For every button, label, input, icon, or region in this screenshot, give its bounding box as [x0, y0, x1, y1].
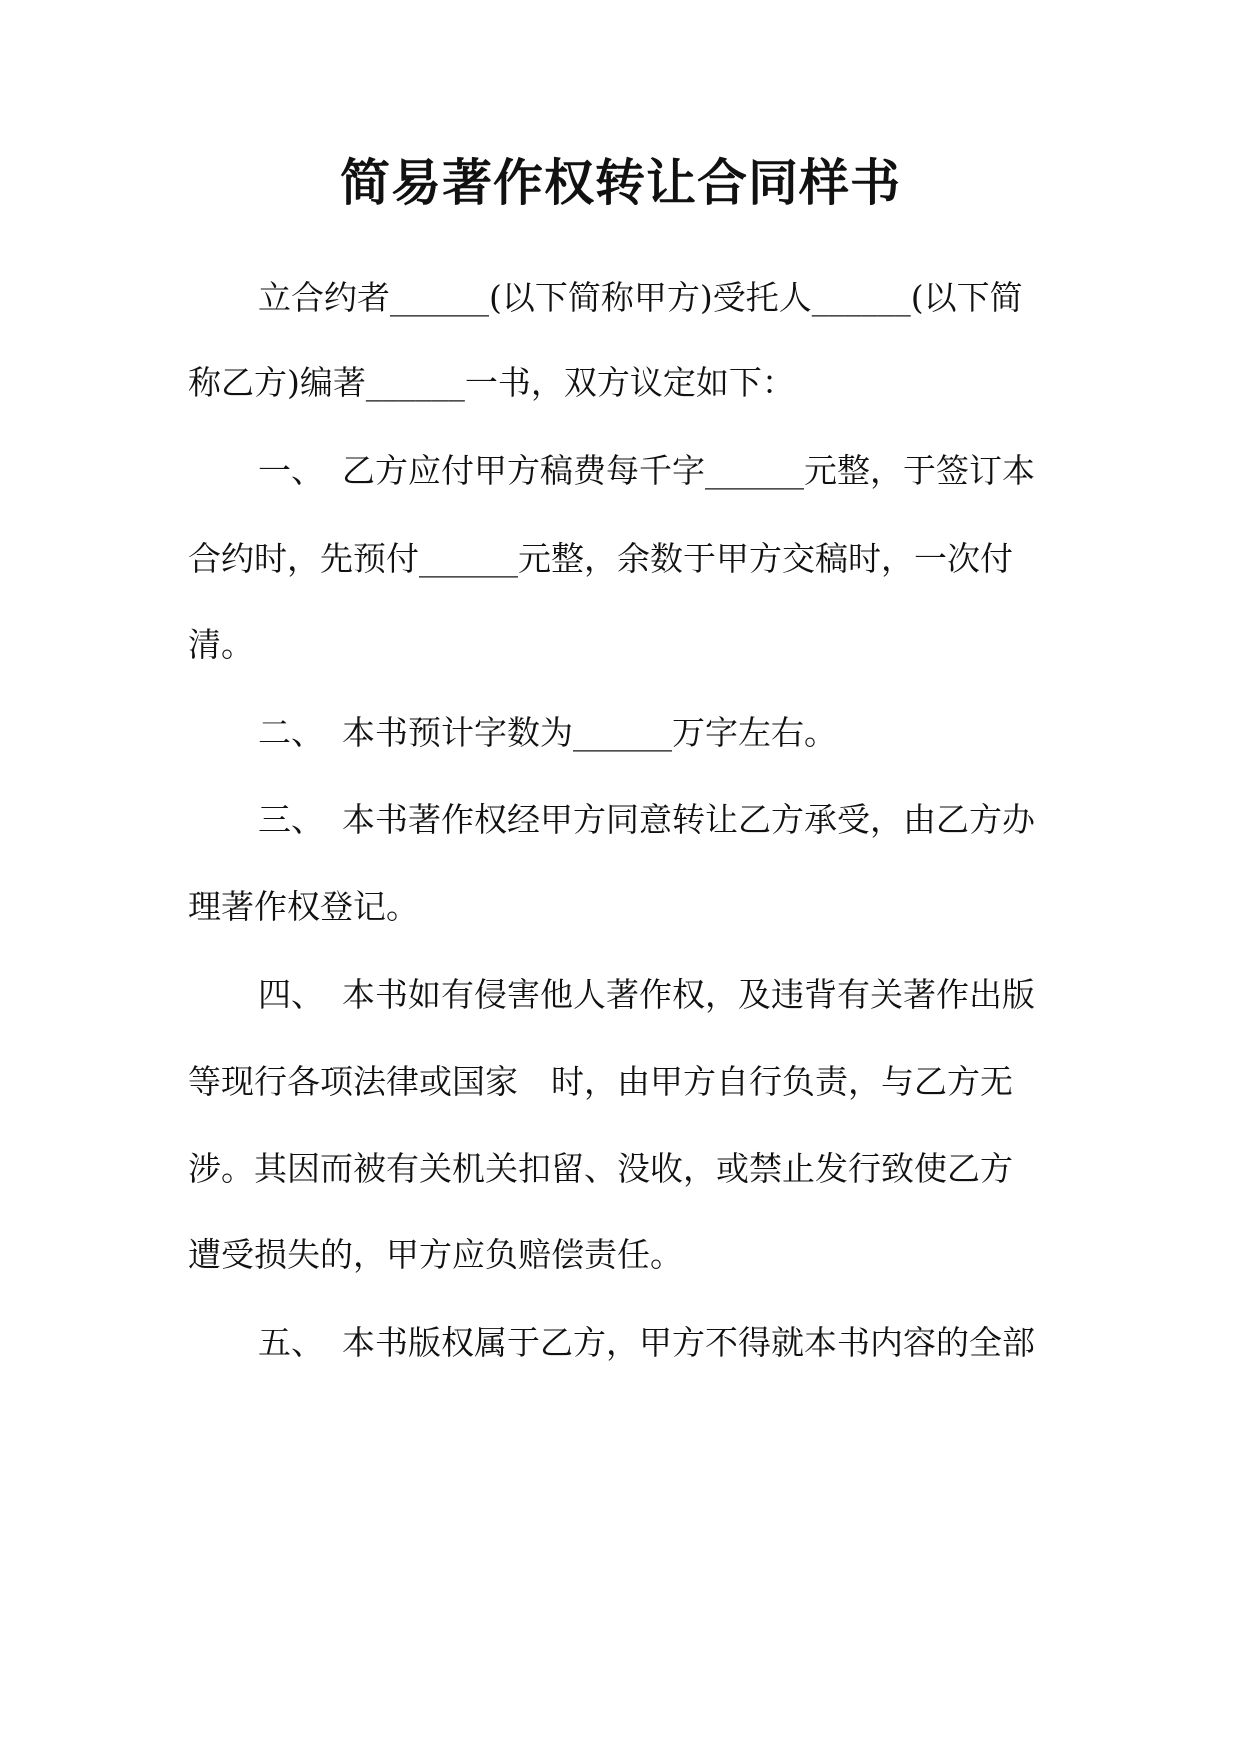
clause-number: 五、: [258, 1323, 324, 1362]
paragraph-line: [188, 360, 1068, 406]
line-text: 等现行各项法律或国家 时，由甲方自行负责，与乙方无: [188, 1062, 1013, 1101]
line-text: 遭受损失的，甲方应负赔偿责任。: [188, 1235, 683, 1274]
line-text: 清。: [188, 625, 254, 664]
paragraph-line: [188, 1059, 1068, 1105]
paragraph-line: [188, 884, 1068, 930]
line-text: 立合约者______(以下简称甲方)受托人______(以下简: [258, 278, 1023, 317]
paragraph-line: [188, 536, 1068, 582]
line-text: 称乙方)编著______一书，双方议定如下：: [188, 363, 795, 402]
document-title: 简易著作权转让合同样书: [340, 153, 901, 212]
paragraph-line: [188, 1146, 1068, 1192]
clause-2-line: [258, 710, 1068, 756]
clause-number: 一、: [258, 451, 324, 490]
clause-1-line: [258, 448, 1068, 494]
line-text: 本书著作权经甲方同意转让乙方承受，由乙方办: [342, 800, 1035, 839]
clause-5-line: [258, 1320, 1068, 1366]
clause-number: 三、: [258, 800, 324, 839]
paragraph-line: [188, 1232, 1068, 1278]
line-text: 本书如有侵害他人著作权，及违背有关著作出版: [342, 975, 1035, 1014]
line-text: 本书预计字数为______万字左右。: [342, 713, 837, 752]
clause-number: 二、: [258, 713, 324, 752]
paragraph-line: [258, 275, 1068, 321]
paragraph-line: [188, 622, 1068, 668]
clause-number: 四、: [258, 975, 324, 1014]
clause-3-line: [258, 797, 1068, 843]
line-text: 乙方应付甲方稿费每千字______元整，于签订本: [342, 451, 1035, 490]
line-text: 理著作权登记。: [188, 887, 419, 926]
clause-4-line: [258, 972, 1068, 1018]
line-text: 涉。其因而被有关机关扣留、没收，或禁止发行致使乙方: [188, 1149, 1013, 1188]
line-text: 合约时，先预付______元整，余数于甲方交稿时，一次付: [188, 539, 1013, 578]
line-text: 本书版权属于乙方，甲方不得就本书内容的全部: [342, 1323, 1035, 1362]
